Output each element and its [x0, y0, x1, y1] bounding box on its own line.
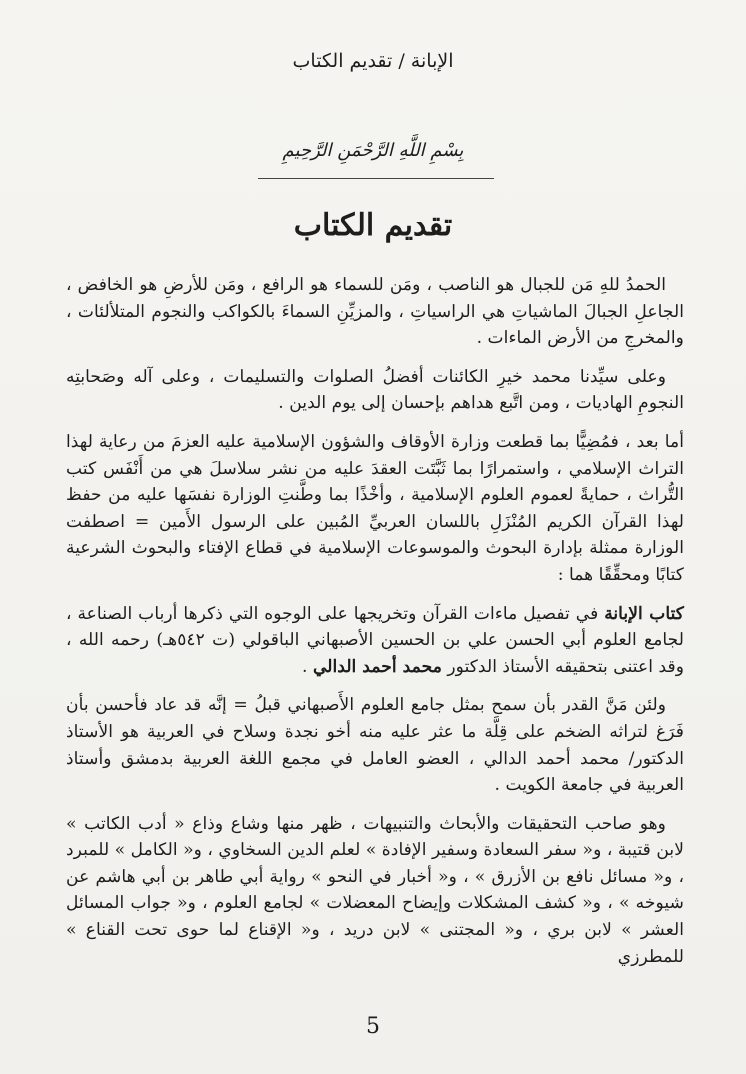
paragraph-works: وهو صاحب التحقيقات والأبحاث والتنبيهات ، ظهر منها وشاع وذاع « أدب الكاتب » لابن قتيبة ، و« سفر السعادة وسفير الإفادة » لعلم الدين السخاوي ، و« الكامل » للمبرد ، و« مسائل نافع بن الأزرق » ، و« أخبار في النحو » رواية أبي طاهر بن أبي هاشم عن شيوخه » ، و« كشف المشكلات وإيضاح المعضلات » لجامع العلوم ، و« جواب المسائل العشر » لابن بري ، و« المجتنى » لابن دريد ، و« الإقناع لما حوى تحت القناع » للمطرزي [66, 813, 684, 967]
paragraph-book-info [66, 601, 684, 681]
paragraph-praise: الحمدُ للهِ مَن للجبال هو الناصب ، ومَن للسماء هو الرافع ، ومَن للأرضِ هو الخافض ، الجاعلِ الجبالَ الماشياتِ هي الراسياتِ ، والمزيِّنِ السماءَ بالكواكب والنجوم المتلألئات ، والمخرجِ من الأرض الماءات . [66, 275, 684, 349]
basmala-underline [258, 178, 494, 179]
paragraph-blessing: وعلى سيِّدنا محمد خيرِ الكائنات أفضلُ الصلوات والتسليمات ، وعلى آله وصَحابتِه النجومِ الهاديات ، ومن اتَّبع هداهم بإحسان إلى يوم الدين . [66, 366, 684, 414]
book-title: كتاب الإبانة [604, 603, 684, 624]
page-title: تقديم الكتاب [293, 208, 453, 243]
paragraph-editor: ولئن مَنَّ القدر بأن سمح بمثل جامع العلوم الأَصبهاني قبلُ = إنَّه قد عاد فأحسن بأن فَرَغ لتراثه الضخم على قِلَّة ما عثر عليه منه أخو نجدة وسلاح في العربية هو الأستاذ الدكتور/ محمد أحمد الدالي ، العضو العامل في مجمع اللغة العربية بدمشق وأستاذ العربية في جامعة الكويت . [66, 695, 684, 796]
page-number: 5 [366, 1014, 380, 1039]
paragraph-introduction: أما بعد ، فمُضِيًّا بما قطعت وزارة الأوقاف والشؤون الإسلامية عليه العزمَ من رعاية لهذا التراث الإسلامي ، واستمرارًا بما ثَبَّتَت العقدَ عليه من نشر سلاسلَ هي من أَنْفَس كتب التُّراث ، حمايةً لعموم العلوم الإسلامية ، وأخْذًا بما وطَّنتِ الوزارة نفسَها عليه من حفظ لهذا القرآن الكريم المُنْزَلِ باللسان العربيِّ المُبين على الرسول الأَمين = اصطفت الوزارة ممثلة بإدارة البحوث والموسوعات الإسلامية في قطاع الإفتاء والبحوث الشرعية كتابًا ومحقِّقًا هما : [66, 431, 684, 585]
body-text [66, 272, 684, 982]
editor-name: محمد أحمد الدالي [312, 656, 442, 677]
book-description: في تفصيل ماءات القرآن وتخريجها على الوجوه التي ذكرها أرباب الصناعة ، لجامع العلوم أبي الحسن علي بن الحسين الأصبهاني الباقولي (ت ٥٤٢هـ) رحمه الله ، وقد اعتنى بتحقيقه الأستاذ الدكتور [66, 603, 684, 677]
book-info-end: . [302, 656, 313, 677]
running-head: الإبانة / تقديم الكتاب [292, 50, 454, 72]
basmala: بِسْمِ اللَّهِ الرَّحْمَنِ الرَّحِيمِ [282, 140, 464, 161]
